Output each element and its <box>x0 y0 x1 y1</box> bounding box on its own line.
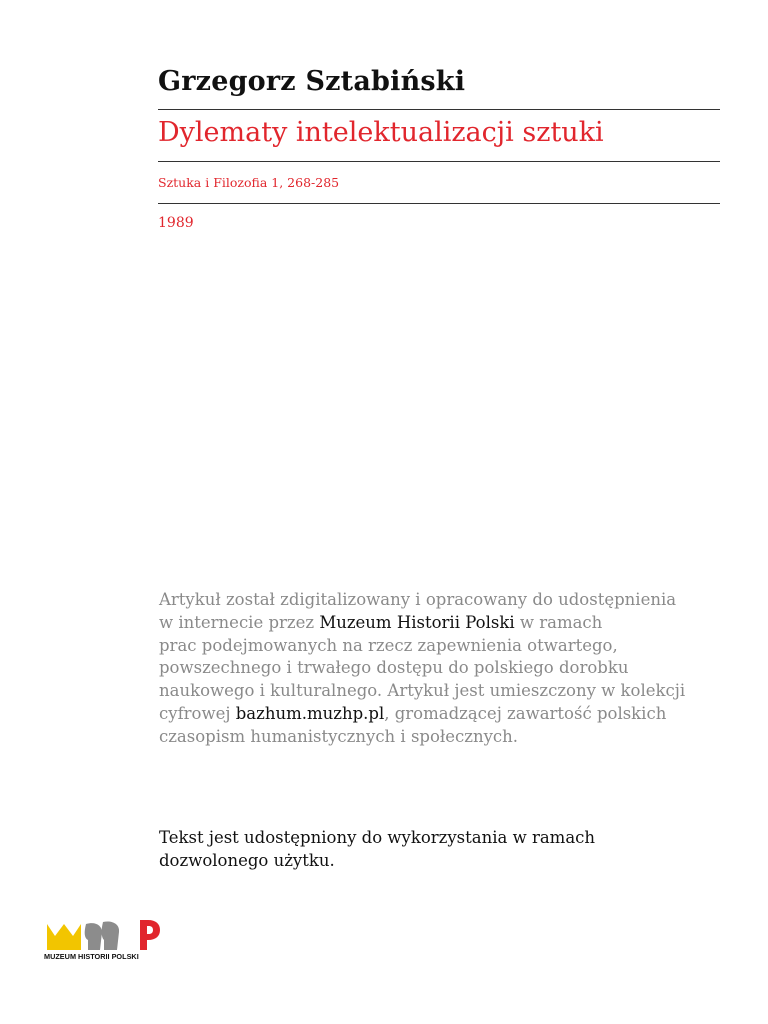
usage-line-2: dozwolonego użytku. <box>159 851 335 870</box>
logo-caption: MUZEUM HISTORII POLSKI <box>44 952 139 961</box>
logo-crown-shape <box>47 924 81 950</box>
usage-notice <box>159 826 719 872</box>
source-citation: Sztuka i Filozofia 1, 268-285 <box>158 175 340 190</box>
digitization-notice <box>159 589 719 749</box>
bazhum-link[interactable]: bazhum.muzhp.pl <box>235 703 385 723</box>
logo-letter-p <box>140 920 160 950</box>
article-title: Dylematy intelektualizacji sztuki <box>158 117 604 148</box>
museum-logo-mark <box>44 918 164 952</box>
divider-1 <box>158 109 720 110</box>
notice-line-3: prac podejmowanych na rzecz zapewnienia otwartego, <box>159 635 618 655</box>
divider-2 <box>158 161 720 162</box>
notice-line-5: naukowego i kulturalnego. Artykuł jest umieszczony w kolekcji <box>159 681 686 701</box>
museum-logo <box>44 918 164 964</box>
museum-link[interactable]: Muzeum Historii Polski <box>319 612 515 632</box>
logo-profiles-shape <box>85 921 119 950</box>
notice-line-6: cyfrowej bazhum.muzhp.pl, gromadzącej zawartość polskich <box>159 703 667 723</box>
publication-year: 1989 <box>158 215 194 231</box>
divider-3 <box>158 203 720 204</box>
author-name: Grzegorz Sztabiński <box>158 66 466 97</box>
notice-line-4: powszechnego i trwałego dostępu do polskiego dorobku <box>159 658 629 678</box>
usage-line-1: Tekst jest udostępniony do wykorzystania w ramach <box>159 828 596 847</box>
notice-line-2: w internecie przez Muzeum Historii Polski w ramach <box>159 612 603 632</box>
notice-line-7: czasopism humanistycznych i społecznych. <box>159 726 519 746</box>
notice-line-1: Artykuł został zdigitalizowany i opracowany do udostępnienia <box>159 590 677 609</box>
